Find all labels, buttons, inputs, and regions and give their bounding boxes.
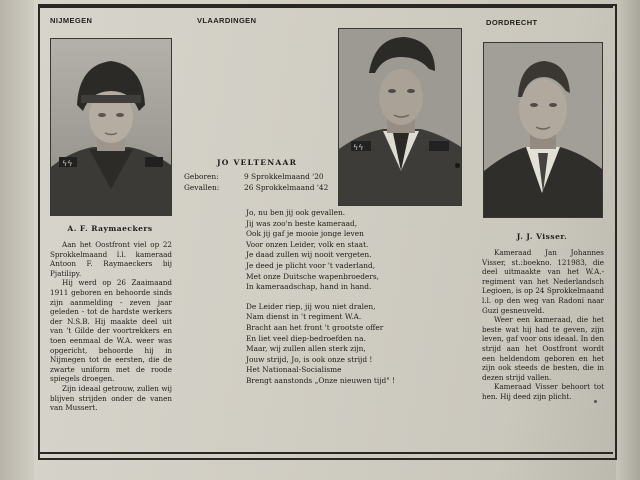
poem-line: Voor onzen Leider, volk en staat. xyxy=(246,239,369,249)
veltenaar-born xyxy=(184,172,324,181)
paragraph: Aan het Oostfront viel op 22 Sprokkelmaand l.l. kameraad Antoon F. Raymaeckers bij Pjatilipy. xyxy=(50,240,172,278)
poem-line: Maar, wij zullen allen sterk zijn, xyxy=(246,344,366,354)
adjacent-page-right xyxy=(616,0,640,480)
poem-line: Jo, nu ben jij ook gevallen. xyxy=(246,208,346,217)
poem-line: Met onze Duitsche wapenbroeders, xyxy=(246,271,379,281)
poem-line: Nam dienst in 't regiment W.A. xyxy=(246,312,362,322)
memorial-poem xyxy=(246,208,395,387)
born-value: 9 Sprokkelmaand '20 xyxy=(244,172,324,181)
paragraph: Weer een kameraad, die het beste wat hij had te geven, zijn leven, gaf voor ons ideaal. In den strijd aan het Oostfront wordt een heldendom geboren en het zijn ook steeds de besten, die in dezen strijd vallen. xyxy=(482,315,604,382)
died-label: Gevallen: xyxy=(184,183,220,192)
paragraph: Kameraad Visser behoort tot hen. Hij deed zijn plicht. xyxy=(482,382,604,401)
caption-visser: J. J. Visser. xyxy=(516,232,568,241)
caption-raymaeckers: A. F. Raymaeckers xyxy=(67,224,153,233)
died-value: 26 Sprokkelmaand '42 xyxy=(244,183,329,192)
poem-line: Jouw strijd, Jo, is ook onze strijd ! xyxy=(246,354,373,364)
poem-line: Bracht aan het front 't grootste offer xyxy=(246,322,384,332)
paragraph: Hij werd op 26 Zaaimaand 1911 geboren en behoorde sinds zijn aanmelding - zeven jaar geleden - tot de hardste werkers der N.S.B. Hij maakte deel uit van 't Gilde der voortrekkers en toen eenmaal de W.A. weer was opgericht, behoorde hij in Nijmegen tot de eersten, die de zwarte uniform met de roode spiegels droegen. xyxy=(50,278,172,384)
photo-raymaeckers xyxy=(50,38,172,216)
header-dordrecht: DORDRECHT xyxy=(486,18,538,27)
paragraph: Kameraad Jan Johannes Visser, st.:boekno. 121983, die deel uitmaakte van het W.A.-regiment van het Nederlandsch Legioen, is op 24 Sprokkelmaand l.l. op den weg van Radoni naar Guzi gesneuveld. xyxy=(482,248,604,315)
pin-hole xyxy=(594,400,597,403)
svg-text:ϟϟ: ϟϟ xyxy=(62,159,73,168)
ink-spot xyxy=(455,163,460,168)
poem-line: Je deed je plicht voor 't vaderland, xyxy=(246,260,376,270)
poem-line: Het Nationaal-Socialisme xyxy=(246,365,342,375)
header-nijmegen: NIJMEGEN xyxy=(50,16,93,25)
poem-line: De Leider riep, jij wou niet dralen, xyxy=(246,301,376,311)
adjacent-page-left xyxy=(0,0,34,480)
poem-line: Jij was zoo'n beste kameraad, xyxy=(246,218,358,228)
poem-line: In kameraadschap, hand in hand. xyxy=(246,282,372,292)
bottom-rule xyxy=(40,452,613,454)
poem-line: Je daad zullen wij nooit vergeten. xyxy=(246,250,372,260)
photo-veltenaar xyxy=(338,28,462,206)
header-vlaardingen: VLAARDINGEN xyxy=(197,16,257,25)
poem-line: En liet veel diep-bedroefden na. xyxy=(246,333,366,343)
veltenaar-name: JO VELTENAAR xyxy=(217,158,298,167)
paragraph: Zijn ideaal getrouw, zullen wij blijven strijden onder de vanen van Mussert. xyxy=(50,383,172,413)
svg-text:ϟϟ: ϟϟ xyxy=(353,143,364,152)
poem-line: Ook jij gaf je mooie jonge leven xyxy=(246,229,364,239)
veltenaar-died xyxy=(184,183,328,192)
photo-visser xyxy=(483,42,603,218)
obituary-raymaeckers xyxy=(50,240,172,413)
obituary-visser xyxy=(482,248,604,402)
top-rule xyxy=(40,6,613,8)
born-label: Geboren: xyxy=(184,172,219,181)
poem-line: Brengt aanstonds „Onze nieuwen tijd" ! xyxy=(246,375,395,385)
